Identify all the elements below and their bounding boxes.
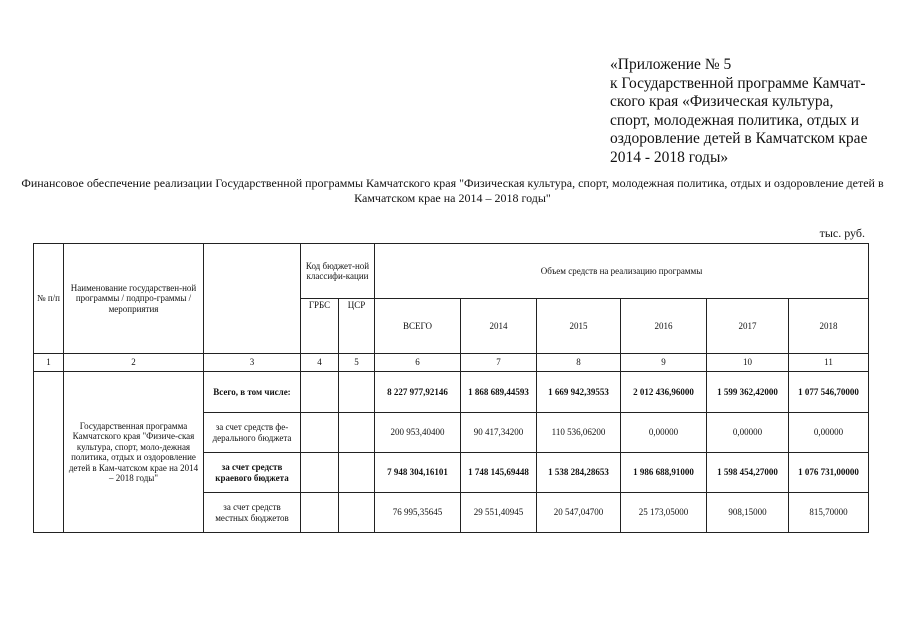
header-2016: 2016 xyxy=(621,299,707,354)
value-total: 7 948 304,16101 xyxy=(375,453,461,493)
value-2017: 1 598 454,27000 xyxy=(707,453,789,493)
value-2014: 1 748 145,69448 xyxy=(461,453,537,493)
column-number: 7 xyxy=(461,354,537,372)
value-2015: 1 538 284,28653 xyxy=(537,453,621,493)
document-title: Финансовое обеспечение реализации Государственной программы Камчатского края "Физическая культура, спорт, молодежная политика, отдых и оздоровление детей в Камчатском крае на 2014 – 2018 годы" xyxy=(21,176,884,205)
value-2016: 1 986 688,91000 xyxy=(621,453,707,493)
value-2016: 2 012 436,96000 xyxy=(621,372,707,413)
header-2015: 2015 xyxy=(537,299,621,354)
header-budget-code: Код бюджет-ной классифи-кации xyxy=(301,244,375,299)
column-number: 8 xyxy=(537,354,621,372)
value-2018: 1 076 731,00000 xyxy=(789,453,869,493)
column-number: 9 xyxy=(621,354,707,372)
header-grbs: ГРБС xyxy=(301,299,339,354)
header-name: Наименование государствен-ной программы / подпро-граммы / мероприятия xyxy=(64,244,204,354)
value-2016: 0,00000 xyxy=(621,413,707,453)
row-number-cell xyxy=(34,372,64,533)
value-2018: 815,70000 xyxy=(789,493,869,533)
column-number: 11 xyxy=(789,354,869,372)
header-2018: 2018 xyxy=(789,299,869,354)
appendix-note: «Приложение № 5 к Государственной программе Камчат- ского края «Физическая культура, спорт, молодежная политика, отдых и оздоровление детей в Камчатском крае 2014 - 2018 годы» xyxy=(610,56,868,166)
row-label: за счет средств местных бюджетов xyxy=(204,493,301,533)
financing-table xyxy=(33,243,869,533)
value-2017: 0,00000 xyxy=(707,413,789,453)
value-2017: 908,15000 xyxy=(707,493,789,533)
value-2014: 29 551,40945 xyxy=(461,493,537,533)
column-number: 2 xyxy=(64,354,204,372)
column-number-row xyxy=(34,354,869,372)
header-2014: 2014 xyxy=(461,299,537,354)
header-2017: 2017 xyxy=(707,299,789,354)
csr-cell xyxy=(339,453,375,493)
header-row-1 xyxy=(34,244,869,299)
value-2018: 0,00000 xyxy=(789,413,869,453)
column-number: 10 xyxy=(707,354,789,372)
column-number: 4 xyxy=(301,354,339,372)
header-empty xyxy=(204,244,301,354)
value-2014: 90 417,34200 xyxy=(461,413,537,453)
value-total: 200 953,40400 xyxy=(375,413,461,453)
value-2018: 1 077 546,70000 xyxy=(789,372,869,413)
value-2015: 110 536,06200 xyxy=(537,413,621,453)
csr-cell xyxy=(339,413,375,453)
header-volume: Объем средств на реализацию программы xyxy=(375,244,869,299)
value-2016: 25 173,05000 xyxy=(621,493,707,533)
column-number: 5 xyxy=(339,354,375,372)
row-label: Всего, в том числе: xyxy=(204,372,301,413)
grbs-cell xyxy=(301,453,339,493)
value-2015: 1 669 942,39553 xyxy=(537,372,621,413)
value-2014: 1 868 689,44593 xyxy=(461,372,537,413)
column-number: 1 xyxy=(34,354,64,372)
header-csr: ЦСР xyxy=(339,299,375,354)
row-label: за счет средств краевого бюджета xyxy=(204,453,301,493)
row-label: за счет средств фе-дерального бюджета xyxy=(204,413,301,453)
grbs-cell xyxy=(301,372,339,413)
grbs-cell xyxy=(301,493,339,533)
header-num: № п/п xyxy=(34,244,64,354)
table-row xyxy=(34,372,869,413)
column-number: 3 xyxy=(204,354,301,372)
csr-cell xyxy=(339,372,375,413)
value-2015: 20 547,04700 xyxy=(537,493,621,533)
program-name: Государственная программа Камчатского края "Физиче-ская культура, спорт, моло-дежная политика, отдых и оздоровление детей в Кам-чатском крае на 2014 – 2018 годы" xyxy=(64,372,204,533)
grbs-cell xyxy=(301,413,339,453)
csr-cell xyxy=(339,493,375,533)
column-number: 6 xyxy=(375,354,461,372)
value-total: 76 995,35645 xyxy=(375,493,461,533)
value-total: 8 227 977,92146 xyxy=(375,372,461,413)
header-total: ВСЕГО xyxy=(375,299,461,354)
units-label: тыс. руб. xyxy=(819,226,865,240)
value-2017: 1 599 362,42000 xyxy=(707,372,789,413)
